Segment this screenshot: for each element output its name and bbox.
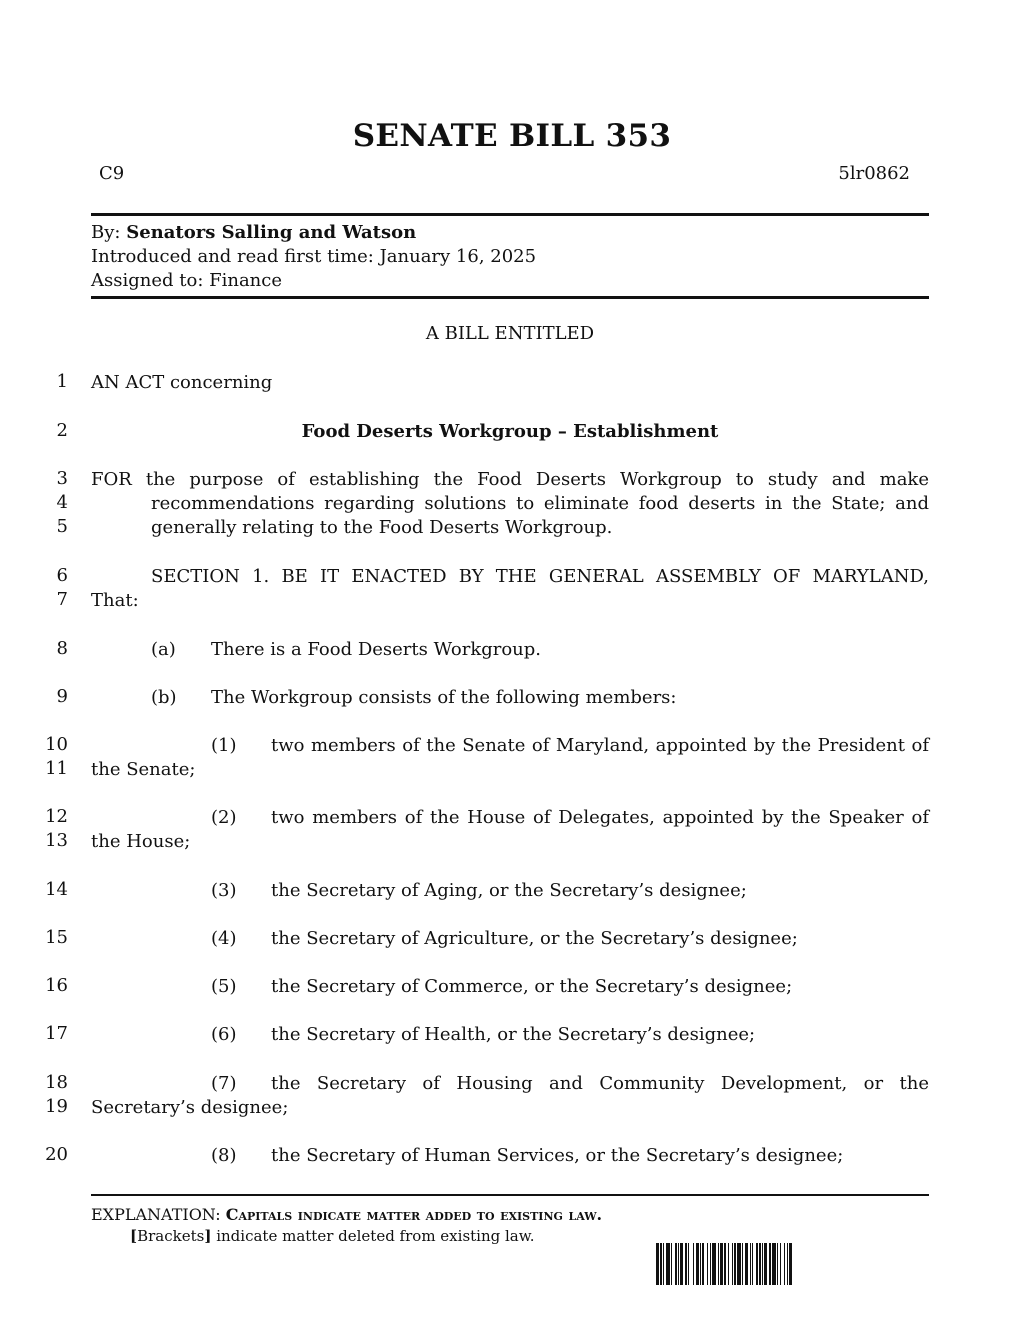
- enacting-clause-cont: That:: [91, 590, 139, 611]
- line-number: 10: [45, 734, 68, 755]
- drafting-code: 5lr0862: [838, 163, 910, 184]
- item-label: (2): [211, 807, 237, 828]
- purpose-line-1: FOR the purpose of establishing the Food Deserts Workgroup to study and make: [91, 469, 929, 490]
- line-number: 20: [45, 1144, 68, 1165]
- bracket-open: [: [130, 1227, 138, 1245]
- item-label: (5): [211, 976, 237, 997]
- explanation-caps: Capitals indicate matter added to existing law.: [225, 1205, 603, 1224]
- subject-code: C9: [99, 163, 125, 184]
- item-label: (4): [211, 928, 237, 949]
- item-label: (1): [211, 735, 237, 756]
- footer-rule: [91, 1194, 929, 1196]
- item-label: (8): [211, 1145, 237, 1166]
- purpose-line-3: generally relating to the Food Deserts Workgroup.: [151, 517, 613, 538]
- sponsors-line: [91, 221, 416, 245]
- line-number: 14: [45, 879, 68, 900]
- item-text-cont: Secretary’s designee;: [91, 1097, 289, 1118]
- brackets-line: [130, 1227, 535, 1245]
- line-number: 8: [56, 638, 68, 659]
- item-text: the Secretary of Commerce, or the Secretary’s designee;: [271, 976, 793, 997]
- line-number: 5: [56, 516, 68, 537]
- item-text: two members of the Senate of Maryland, appointed by the President of: [271, 735, 929, 756]
- line-number: 16: [45, 975, 68, 996]
- item-label: (7): [211, 1073, 237, 1094]
- short-title: Food Deserts Workgroup – Establishment: [301, 421, 719, 442]
- introduced-line: Introduced and read first time: January 16, 2025: [91, 246, 537, 267]
- sponsor-names: Senators Salling and Watson: [126, 222, 417, 243]
- item-text-cont: the House;: [91, 831, 191, 852]
- bracket-close: ]: [204, 1227, 212, 1245]
- subsection-label: (b): [151, 687, 177, 708]
- subsection-text: The Workgroup consists of the following members:: [211, 687, 677, 708]
- item-text: the Secretary of Health, or the Secretary’s designee;: [271, 1024, 756, 1045]
- item-text-cont: the Senate;: [91, 759, 196, 780]
- by-label: By:: [91, 222, 121, 243]
- line-number: 1: [56, 371, 68, 392]
- line-number: 7: [56, 589, 68, 610]
- header-top-rule: [91, 213, 929, 216]
- item-text: the Secretary of Agriculture, or the Secretary’s designee;: [271, 928, 798, 949]
- subsection-text: There is a Food Deserts Workgroup.: [211, 639, 542, 660]
- item-text: the Secretary of Aging, or the Secretary’s designee;: [271, 880, 747, 901]
- line-number: 19: [45, 1096, 68, 1117]
- explanation-line: [91, 1205, 602, 1224]
- line-number: 18: [45, 1072, 68, 1093]
- item-text: the Secretary of Housing and Community Development, or the: [271, 1073, 929, 1094]
- brackets-word: Brackets: [137, 1227, 205, 1245]
- assigned-line: Assigned to: Finance: [91, 270, 282, 291]
- act-concerning: AN ACT concerning: [91, 372, 273, 393]
- item-label: (6): [211, 1024, 237, 1045]
- barcode: [656, 1243, 906, 1285]
- line-number: 15: [45, 927, 68, 948]
- item-label: (3): [211, 880, 237, 901]
- bill-title: SENATE BILL 353: [352, 118, 672, 154]
- bill-entitled: A BILL ENTITLED: [425, 323, 595, 344]
- line-number: 12: [45, 806, 68, 827]
- item-text: two members of the House of Delegates, appointed by the Speaker of: [271, 807, 929, 828]
- line-number: 13: [45, 830, 68, 851]
- line-number: 4: [56, 492, 68, 513]
- subsection-label: (a): [151, 639, 176, 660]
- line-number: 6: [56, 565, 68, 586]
- line-number: 9: [56, 686, 68, 707]
- line-number: 3: [56, 468, 68, 489]
- enacting-clause: SECTION 1. BE IT ENACTED BY THE GENERAL ASSEMBLY OF MARYLAND,: [151, 566, 929, 587]
- explanation-label: EXPLANATION:: [91, 1205, 221, 1224]
- barcode-bar: [789, 1243, 792, 1285]
- brackets-rest: indicate matter deleted from existing law.: [211, 1227, 535, 1245]
- line-number: 2: [56, 420, 68, 441]
- line-number: 17: [45, 1023, 68, 1044]
- line-number: 11: [45, 758, 68, 779]
- header-bottom-rule: [91, 296, 929, 299]
- item-text: the Secretary of Human Services, or the Secretary’s designee;: [271, 1145, 844, 1166]
- purpose-line-2: recommendations regarding solutions to eliminate food deserts in the State; and: [151, 493, 929, 514]
